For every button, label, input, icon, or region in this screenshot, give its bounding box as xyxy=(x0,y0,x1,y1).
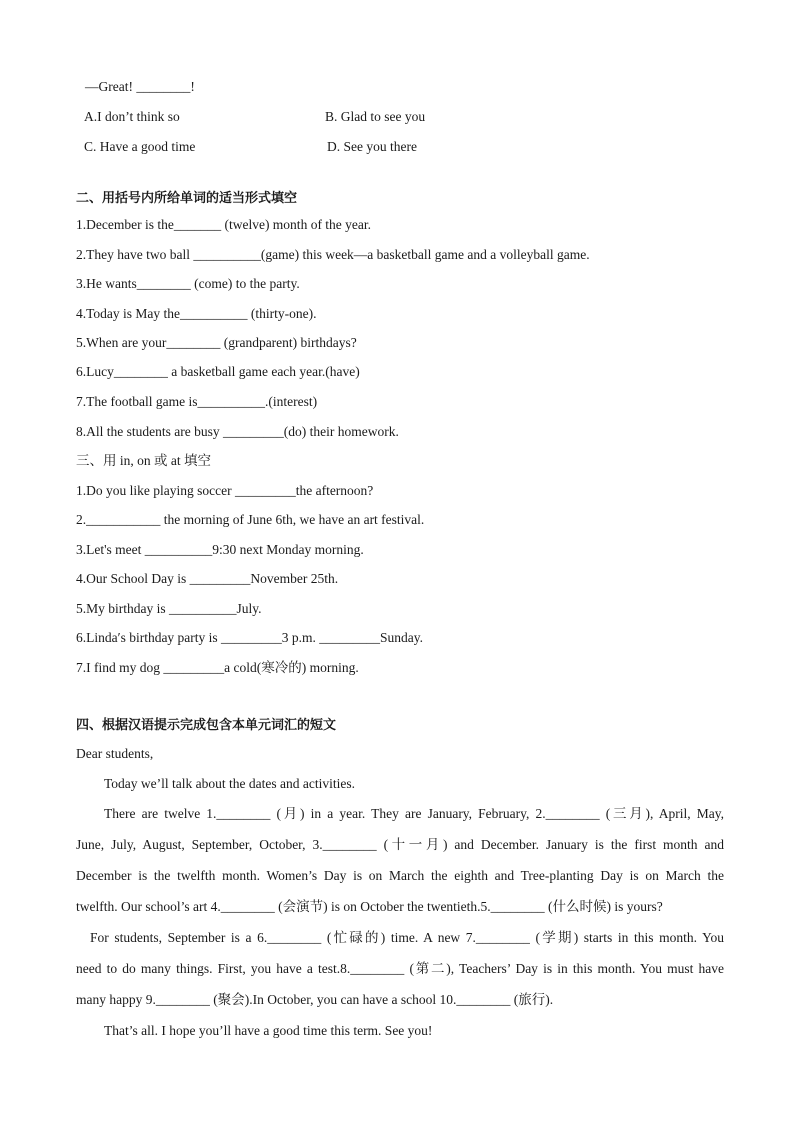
section2-item-8: 8.All the students are busy _________(do) their homework. xyxy=(76,424,399,439)
section2-item-6: 6.Lucy________ a basketball game each year.(have) xyxy=(76,364,360,379)
section2-item-4: 4.Today is May the__________ (thirty-one). xyxy=(76,306,317,321)
section2-item-3: 3.He wants________ (come) to the party. xyxy=(76,276,300,291)
passage-line-6: For students, September is a 6.________ (忙碌的) time. A new 7.________ (学期) starts in this month. You xyxy=(90,930,724,945)
section3-item-4: 4.Our School Day is _________November 25th. xyxy=(76,571,339,586)
section2-item-5: 5.When are your________ (grandparent) birthdays? xyxy=(76,335,357,350)
passage-line-2: There are twelve 1.________ (月) in a year. They are January, February, 2.________ (三月), April, May, xyxy=(104,806,724,821)
passage-line-8: many happy 9.________ (聚会).In October, you can have a school 10.________ (旅行). xyxy=(76,992,554,1007)
section2-item-2: 2.They have two ball __________(game) this week—a basketball game and a volleyball game. xyxy=(76,247,590,262)
section2-item-7: 7.The football game is__________.(interest) xyxy=(76,394,318,409)
passage-closing: That’s all. I hope you’ll have a good time this term. See you! xyxy=(104,1023,433,1038)
section2-item-1: 1.December is the_______ (twelve) month of the year. xyxy=(76,217,372,232)
section3-item-5: 5.My birthday is __________July. xyxy=(76,601,262,616)
passage-line-4: December is the twelfth month. Women’s Day is on March the eighth and Tree-planting Day is on March the xyxy=(76,868,724,883)
option-a: A.I don’t think so xyxy=(84,109,180,124)
passage-line-7: need to do many things. First, you have a test.8.________ (第二), Teachers’ Day is in this month. You must have xyxy=(76,961,724,976)
section3-heading: 三、用 in, on 或 at 填空 xyxy=(76,453,211,468)
passage-line-1: Today we’ll talk about the dates and activities. xyxy=(104,776,355,791)
passage-line-5: twelfth. Our school’s art 4.________ (会演节) is on October the twentieth.5.________ (什么时候) is yours? xyxy=(76,899,663,914)
passage-line-3: June, July, August, September, October, 3.________ (十一月) and December. January is the first month and xyxy=(76,837,724,852)
question-prompt: —Great! ________! xyxy=(85,79,195,94)
section3-item-6: 6.Linda′s birthday party is _________3 p.m. _________Sunday. xyxy=(76,630,424,645)
section4-heading: 四、根据汉语提示完成包含本单元词汇的短文 xyxy=(76,718,337,733)
section3-item-1: 1.Do you like playing soccer _________the afternoon? xyxy=(76,483,374,498)
option-d: D. See you there xyxy=(327,139,417,154)
option-c: C. Have a good time xyxy=(84,139,196,154)
section3-item-3: 3.Let's meet __________9:30 next Monday morning. xyxy=(76,542,364,557)
option-b: B. Glad to see you xyxy=(325,109,426,124)
section3-item-7: 7.I find my dog _________a cold(寒冷的) morning. xyxy=(76,660,359,675)
section2-heading: 二、用括号内所给单词的适当形式填空 xyxy=(76,191,298,206)
letter-salutation: Dear students, xyxy=(76,746,154,761)
section3-item-2: 2.___________ the morning of June 6th, we have an art festival. xyxy=(76,512,425,527)
